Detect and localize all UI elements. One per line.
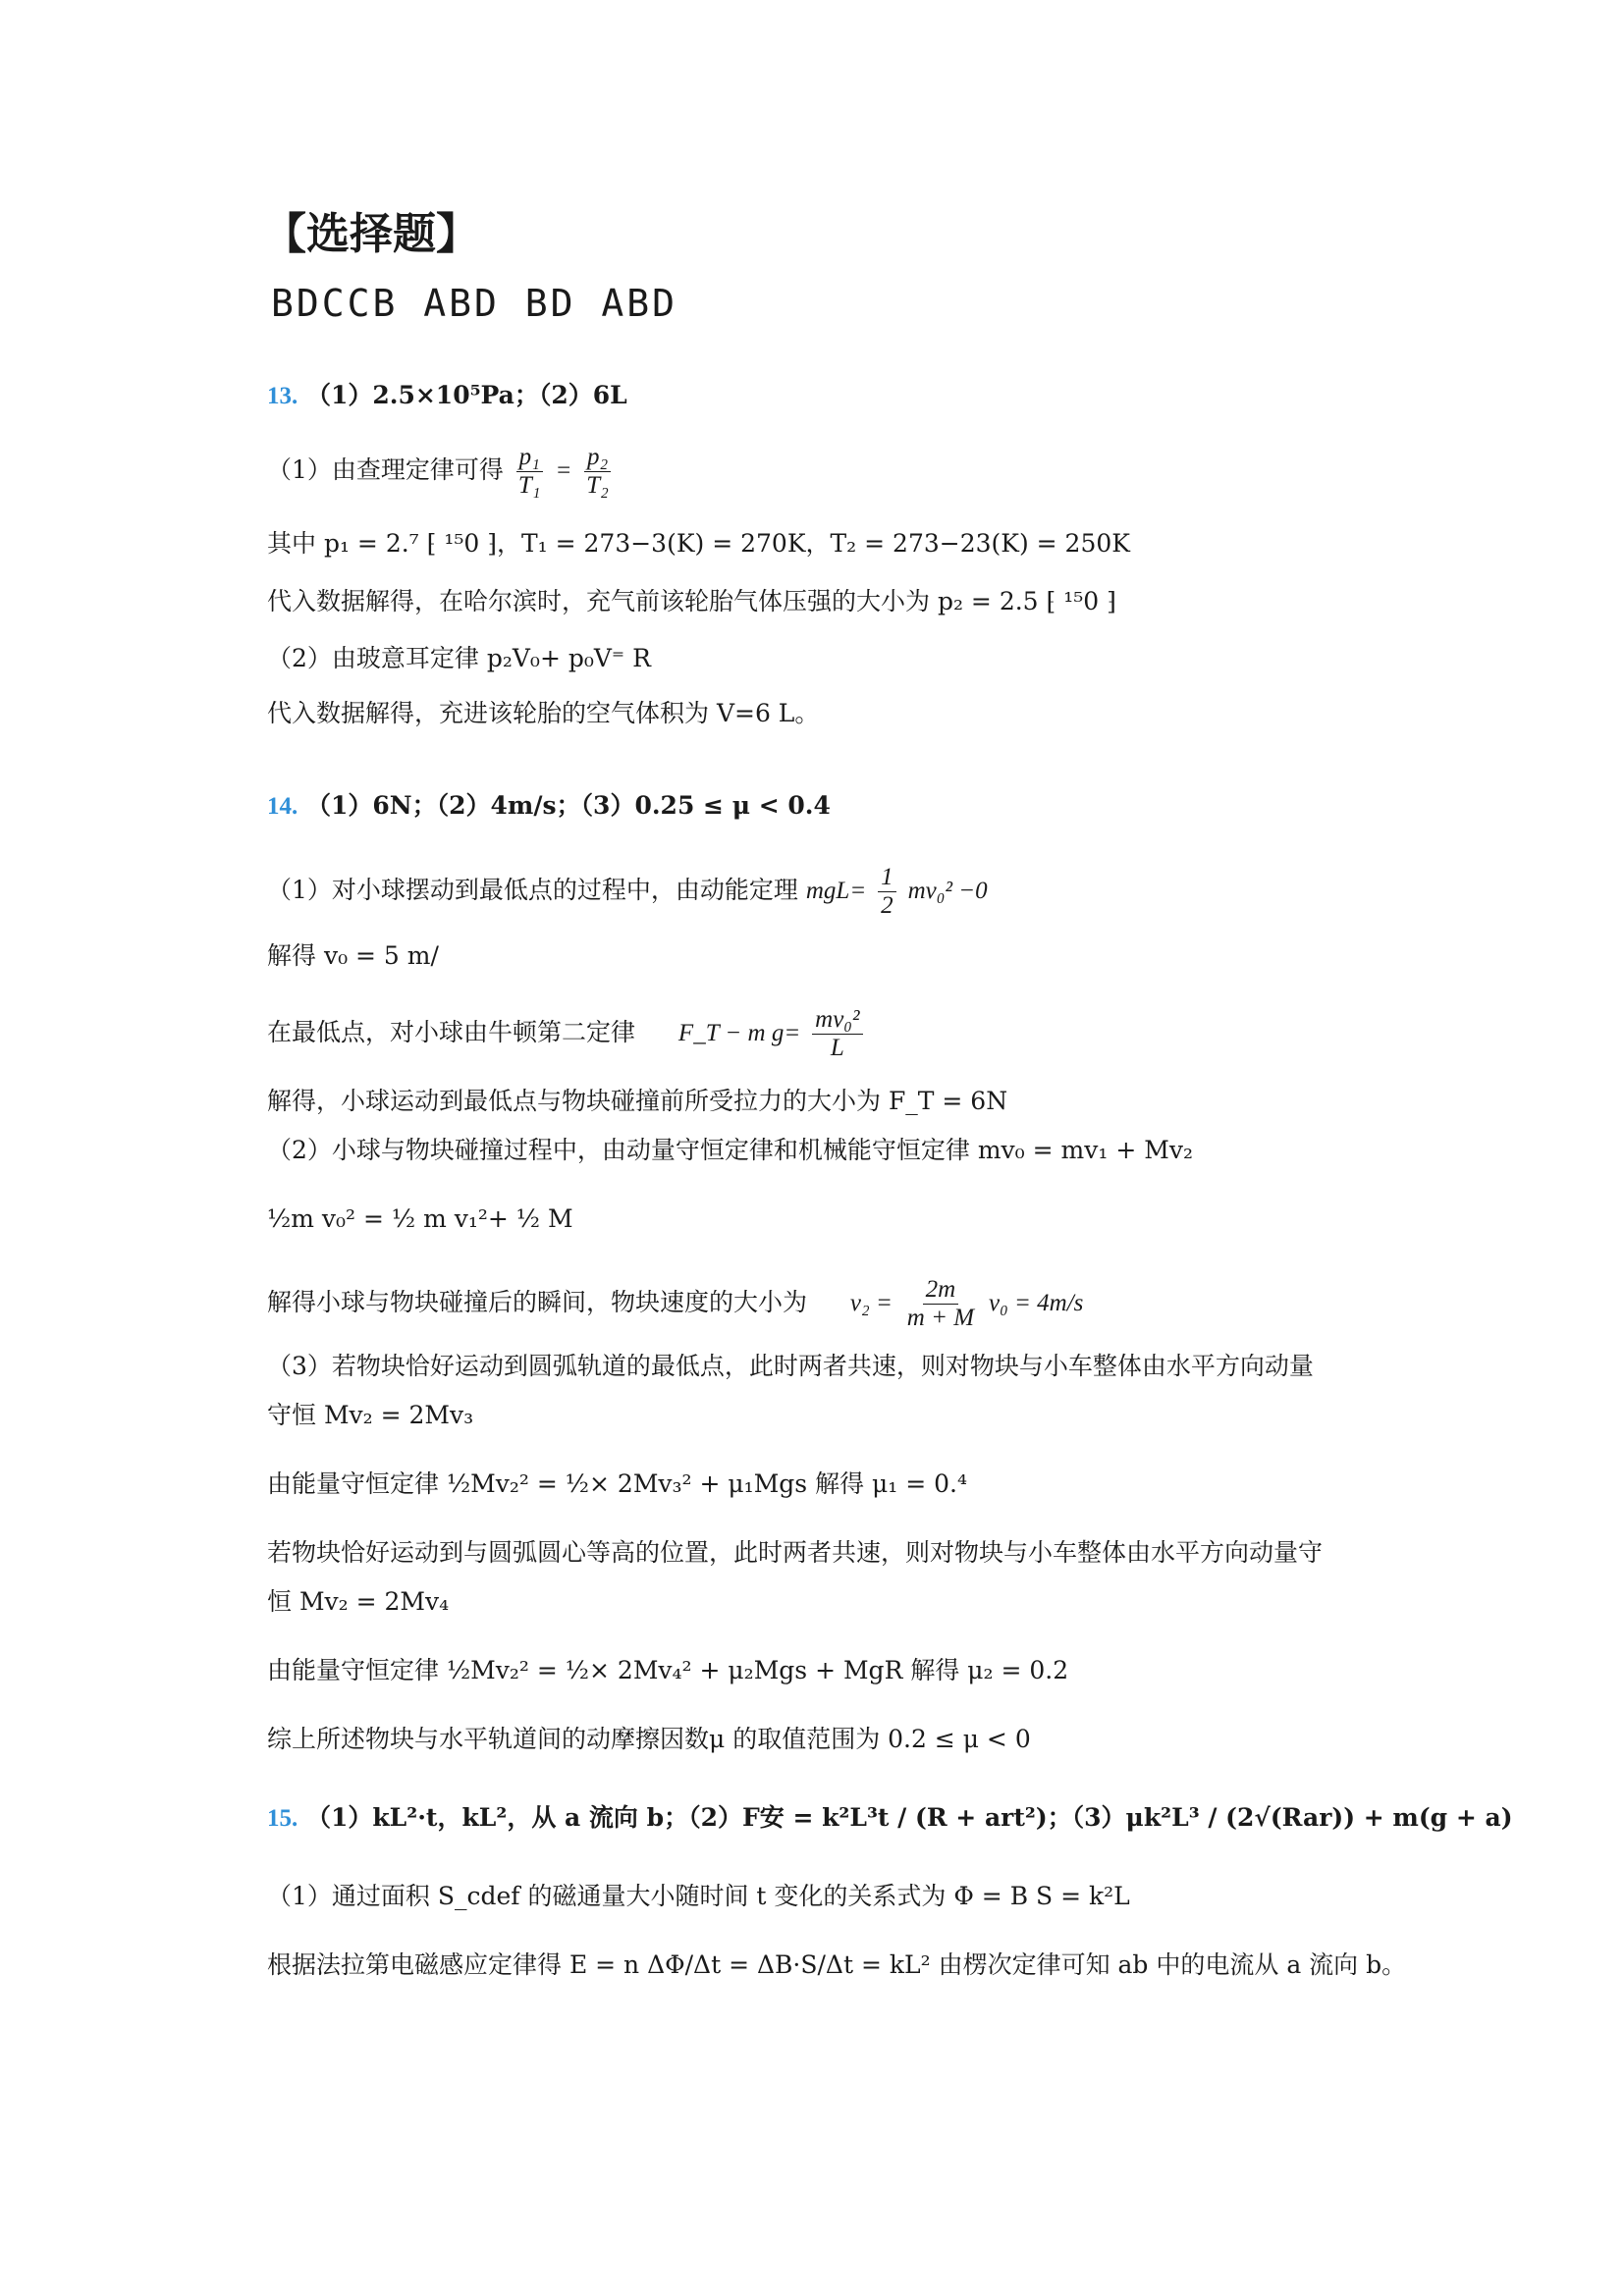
q13-fraction-right (583, 444, 612, 500)
q14-line-10: 由能量守恒定律 ½Mv₂² = ½× 2Mv₃² + μ₁Mgs 解得 μ₁ = 0.⁴ (267, 1469, 968, 1498)
q13-line-3: 代入数据解得，在哈尔滨时，充气前该轮胎气体压强的大小为 p₂ = 2.5 ⁅ ¹⁵0 ⁆ (267, 587, 1116, 615)
q13-answer-summary: （1）2.5×10⁵Pa；（2）6L (305, 381, 627, 409)
q14-number: 14. (267, 793, 298, 820)
q14-line-2: 解得 v₀ = 5 m/ (267, 941, 439, 970)
q14-l7-frac-num: 2m (923, 1276, 959, 1305)
q14-l1-formula-b: mv₀² −0 (907, 878, 988, 904)
q13-line-2: 其中 p₁ = 2.⁷ ⁅ ¹⁵0 ⁆，T₁ = 273−3(K) = 270K，T₂ = 273−23(K) = 250K (267, 529, 1130, 558)
q13-frac-right-num: p₂ (584, 444, 611, 472)
q14-line-1 (267, 864, 988, 920)
q14-line-6: ½m v₀² = ½ m v₁²+ ½ M (267, 1204, 573, 1233)
q14-line-9: 守恒 Mv₂ = 2Mv₃ (267, 1401, 474, 1429)
q15-answer-summary: （1）kL²·t，kL²，从 a 流向 b；（2）F安 = k²L³t / (R + art²)；（3）μk²L³ / (2√(Rar)) + m(g + a) (305, 1803, 1513, 1832)
q14-l1-frac-den: 2 (881, 892, 893, 919)
q15-line-1: （1）通过面积 S_cdef 的磁通量大小随时间 t 变化的关系式为 Φ = B S = k²L (267, 1882, 1130, 1910)
q13-answer-line (267, 379, 627, 413)
q15-number: 15. (267, 1805, 298, 1832)
q14-line-13: 由能量守恒定律 ½Mv₂² = ½× 2Mv₄² + μ₂Mgs + MgR 解得 μ₂ = 0.2 (267, 1656, 1069, 1684)
q14-l3-formula-a: F_T − m g= (677, 1020, 801, 1046)
q14-line-11: 若物块恰好运动到与圆弧圆心等高的位置，此时两者共速，则对物块与小车整体由水平方向动量守 (267, 1538, 1324, 1567)
q14-l3-fraction (812, 1006, 862, 1062)
q14-answer-line (267, 789, 831, 824)
q14-l7-formula-b: v₀ = 4m/s (989, 1290, 1084, 1316)
q14-l7-frac-den: m + M (906, 1305, 975, 1331)
q13-number: 13. (267, 383, 298, 409)
section-title: 【选择题】 (263, 209, 479, 259)
q14-l3-frac-den: L (830, 1035, 844, 1061)
q14-l1-fraction (878, 864, 896, 920)
q14-l3-text: 在最低点，对小球由牛顿第二定律 (267, 1018, 636, 1046)
q14-l7-fraction (904, 1276, 977, 1332)
q13-line-4: （2）由玻意耳定律 p₂V₀+ p₀V⁼ R (267, 644, 651, 672)
q14-line-4: 解得，小球运动到最低点与物块碰撞前所受拉力的大小为 F_T = 6N (267, 1087, 1008, 1115)
q14-l1-text: （1）对小球摆动到最低点的过程中，由动能定理 (267, 876, 798, 904)
q13-frac-left-num: p₁ (516, 444, 543, 472)
q13-l1-text: （1）由查理定律可得 (267, 455, 504, 484)
choice-answers: BDCCB ABD BD ABD (271, 282, 678, 325)
q13-line-1 (267, 444, 616, 500)
q14-l7-formula-a: v₂ = (849, 1290, 893, 1316)
q14-line-14: 综上所述物块与水平轨道间的动摩擦因数μ 的取值范围为 0.2 ≤ μ < 0 (267, 1725, 1031, 1753)
q14-l1-frac-num: 1 (878, 864, 896, 892)
q14-line-7 (267, 1276, 1083, 1332)
q14-line-3 (267, 1006, 867, 1062)
q15-answer-line (267, 1801, 1513, 1836)
q14-l7-text: 解得小球与物块碰撞后的瞬间，物块速度的大小为 (267, 1288, 808, 1316)
q14-answer-summary: （1）6N；（2）4m/s；（3）0.25 ≤ μ < 0.4 (305, 791, 831, 820)
q13-frac-left-den: T₁ (517, 472, 541, 499)
q13-frac-right-den: T₂ (586, 472, 609, 499)
q13-fraction-left (515, 444, 544, 500)
q14-l1-formula-a: mgL= (805, 878, 867, 904)
q14-line-12: 恒 Mv₂ = 2Mv₄ (267, 1587, 450, 1616)
q13-line-5: 代入数据解得，充进该轮胎的空气体积为 V=6 L。 (267, 699, 820, 727)
q15-line-2: 根据法拉第电磁感应定律得 E = n ΔΦ/Δt = ΔB·S/Δt = kL² 由楞次定律可知 ab 中的电流从 a 流向 b。 (267, 1950, 1407, 1979)
q14-line-8: （3）若物块恰好运动到圆弧轨道的最低点，此时两者共速，则对物块与小车整体由水平方向动量 (267, 1352, 1314, 1380)
q14-l3-frac-num: mv₀² (812, 1006, 862, 1035)
q14-line-5: （2）小球与物块碰撞过程中，由动量守恒定律和机械能守恒定律 mv₀ = mv₁ + Mv₂ (267, 1136, 1193, 1164)
q13-equals: = (555, 457, 572, 484)
